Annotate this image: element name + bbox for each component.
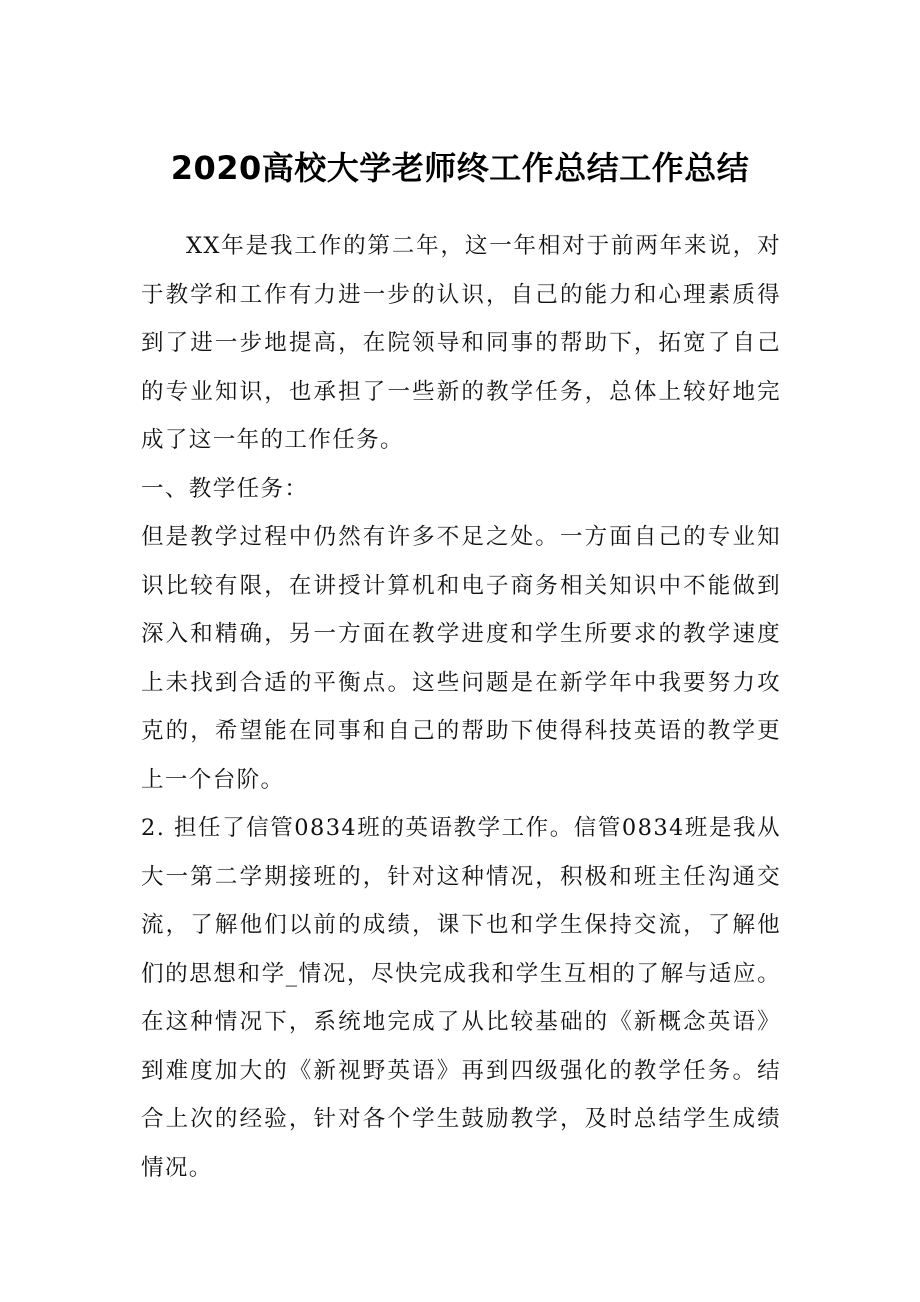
section-heading-teaching-tasks: 一、教学任务： (141, 475, 309, 502)
paragraph-shortcomings: 但是教学过程中仍然有许多不足之处。一方面自己的专业知识比较有限，在讲授计算机和电子商务相关知识中不能做到深入和精确，另一方面在教学进度和学生所要求的教学速度上未找到合适的平衡点。这些问题是在新学年中我要努力攻克的，希望能在同事和自己的帮助下使得科技英语的教学更上一个台阶。 (141, 524, 781, 793)
paragraph-intro: XX年是我工作的第二年，这一年相对于前两年来说，对于教学和工作有力进一步的认识，自己的能力和心理素质得到了进一步地提高，在院领导和同事的帮助下，拓宽了自己的专业知识，也承担了一些新的教学任务，总体上较好地完成了这一年的工作任务。 (141, 233, 781, 453)
document-body (141, 222, 781, 1192)
document-title: 2020高校大学老师终工作总结工作总结 (170, 149, 750, 187)
paragraph-class-teaching: 2. 担任了信管0834班的英语教学工作。信管0834班是我从大一第二学期接班的，针对这种情况，积极和班主任沟通交流，了解他们以前的成绩，课下也和学生保持交流，了解他们的思想和学_情况，尽快完成我和学生互相的了解与适应。在这种情况下，系统地完成了从比较基础的《新概念英语》到难度加大的《新视野英语》再到四级强化的教学任务。结合上次的经验，针对各个学生鼓励教学，及时总结学生成绩情况。 (141, 815, 781, 1181)
